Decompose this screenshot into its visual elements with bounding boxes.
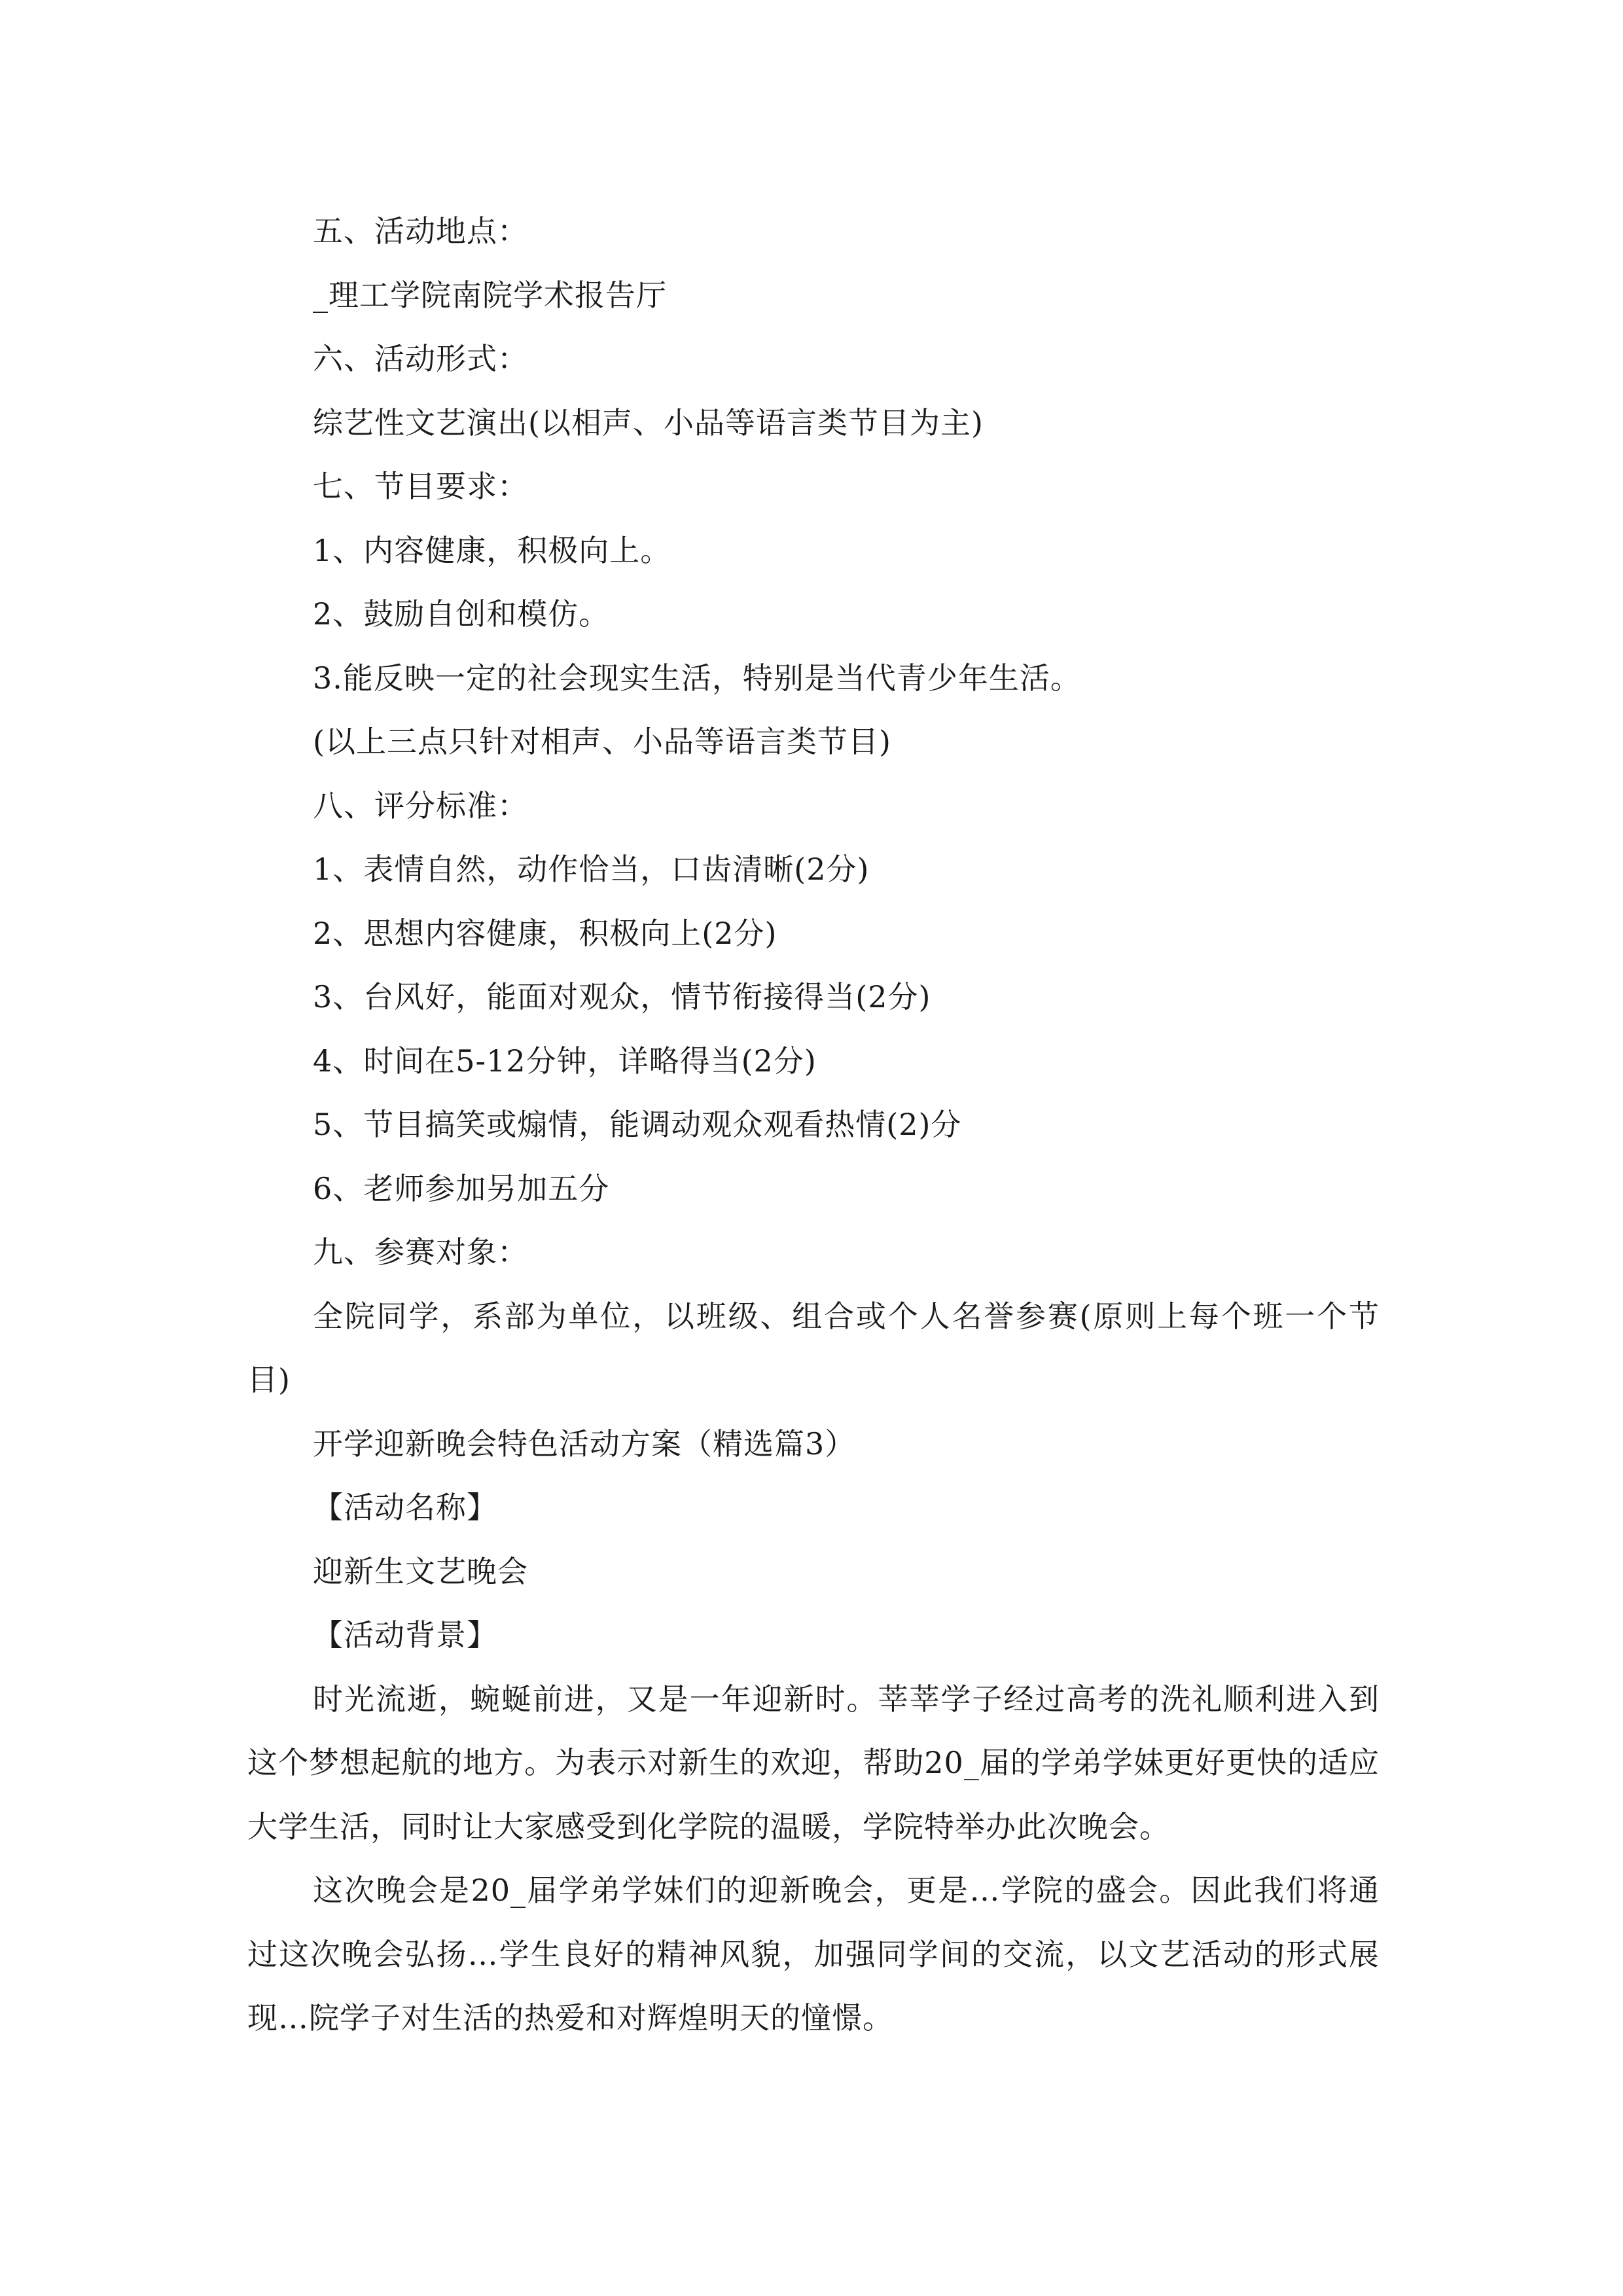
background-paragraph-1: 时光流逝，蜿蜒前进，又是一年迎新时。莘莘学子经过高考的洗礼顺利进入到这个梦想起航的地方。为表示对新生的欢迎，帮助20_届的学弟学妹更好更快的适应大学生活，同时让大家感受到化学院的温暖，学院特举办此次晚会。 xyxy=(247,1681,1380,1844)
heading-scoring: 八、评分标准： xyxy=(313,787,528,823)
scoring-item: 6、老师参加另加五分 xyxy=(313,1170,610,1206)
scoring-item: 2、思想内容健康，积极向上(2分) xyxy=(313,915,777,951)
scoring-item: 4、时间在5-12分钟，详略得当(2分) xyxy=(313,1043,817,1079)
format-text: 综艺性文艺演出(以相声、小品等语言类节目为主) xyxy=(313,404,984,440)
scoring-item: 5、节目搞笑或煽情，能调动观众观看热情(2)分 xyxy=(313,1107,962,1142)
requirement-item: 1、内容健康，积极向上。 xyxy=(313,532,671,568)
venue-text: _理工学院南院学术报告厅 xyxy=(313,277,667,313)
heading-requirements: 七、节目要求： xyxy=(313,469,528,504)
heading-participants: 九、参赛对象： xyxy=(313,1234,528,1270)
section-title: 开学迎新晚会特色活动方案（精选篇3） xyxy=(313,1426,856,1462)
heading-venue: 五、活动地点： xyxy=(313,213,528,249)
requirement-item: 3.能反映一定的社会现实生活，特别是当代青少年生活。 xyxy=(313,660,1081,696)
scoring-item: 1、表情自然，动作恰当，口齿清晰(2分) xyxy=(313,852,870,887)
document-body xyxy=(247,200,1380,2051)
heading-activity-background: 【活动背景】 xyxy=(313,1617,497,1653)
heading-format: 六、活动形式： xyxy=(313,341,528,376)
activity-name-text: 迎新生文艺晚会 xyxy=(313,1553,528,1589)
scoring-item: 3、台风好，能面对观众，情节衔接得当(2分) xyxy=(313,979,931,1014)
background-paragraph-2: 这次晚会是20_届学弟学妹们的迎新晚会，更是…学院的盛会。因此我们将通过这次晚会弘扬…学生良好的精神风貌，加强同学间的交流，以文艺活动的形式展现…院学子对生活的热爱和对辉煌明天的憧憬。 xyxy=(247,1873,1380,2036)
heading-activity-name: 【活动名称】 xyxy=(313,1490,497,1525)
participants-paragraph: 全院同学，系部为单位，以班级、组合或个人名誉参赛(原则上每个班一个节目) xyxy=(247,1298,1380,1397)
requirement-item: 2、鼓励自创和模仿。 xyxy=(313,596,610,632)
requirement-note: (以上三点只针对相声、小品等语言类节目) xyxy=(313,724,891,759)
